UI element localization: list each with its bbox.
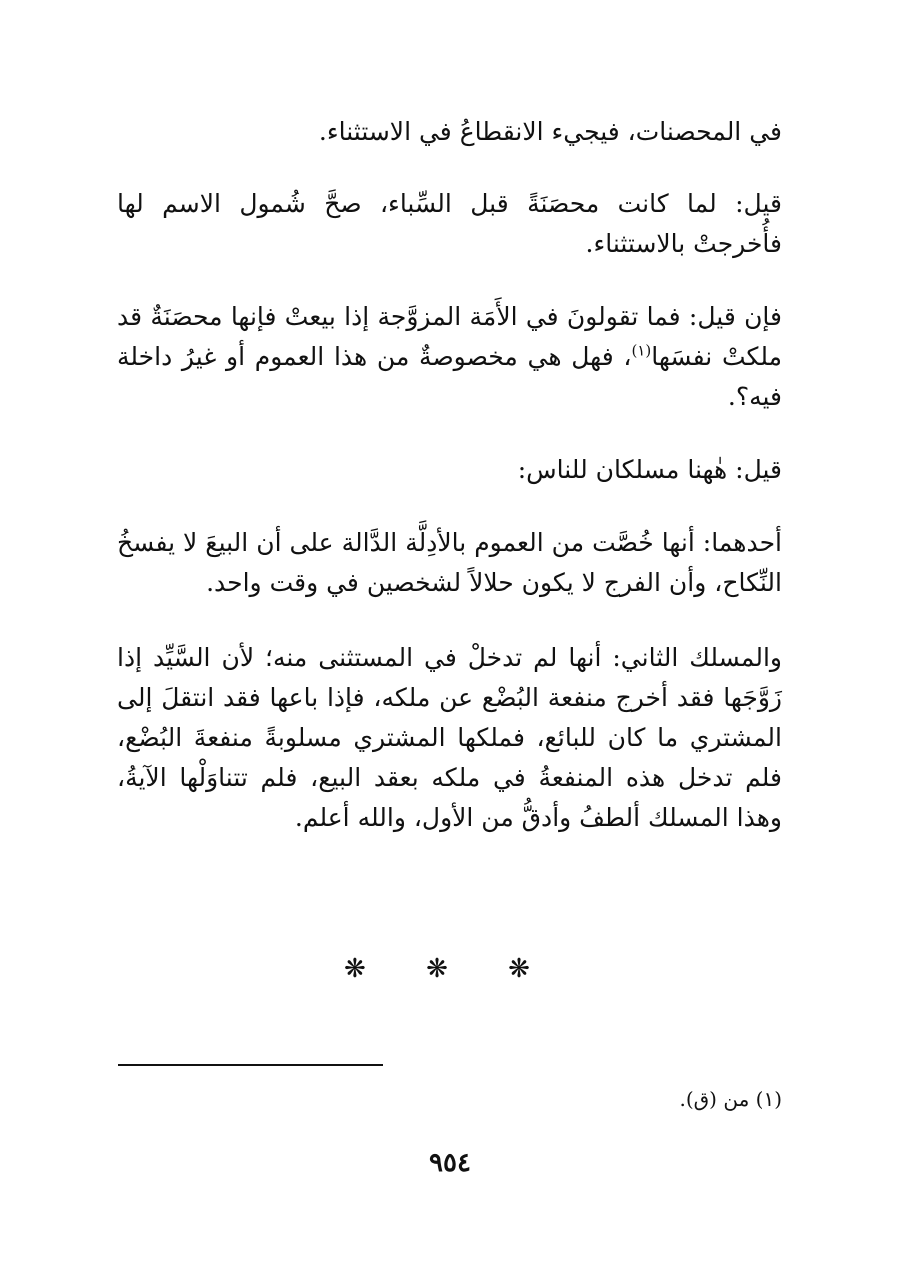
paragraph-3 <box>117 297 782 417</box>
section-separator: ❋ ❋ ❋ <box>344 954 556 984</box>
footnote-reference: (١) <box>631 341 652 360</box>
paragraph-3-text-end: ، فهل هي مخصوصةٌ من هذا العموم أو غيرُ داخلة فيه؟. <box>117 342 782 411</box>
paragraph-3-text-start: فإن قيل: فما تقولونَ في الأَمَة المزوَّجة إذا بيعتْ فإنها محصَنَةٌ قد ملكتْ نفسَها <box>117 302 782 371</box>
footnote: (١) من (ق). <box>679 1087 782 1111</box>
paragraph-5: أحدهما: أنها خُصَّت من العموم بالأدِلَّة الدَّالة على أن البيعَ لا يفسخُ النِّكاح، وأن الفرج لا يكون حلالاً لشخصين في وقت واحد. <box>117 528 782 597</box>
page-number: ٩٥٤ <box>429 1148 471 1178</box>
paragraph-1: في المحصنات، فيجيء الانقطاعُ في الاستثناء. <box>318 117 782 146</box>
paragraph-2: قيل: لما كانت محصَنَةً قبل السِّباء، صحَّ شُمول الاسم لها فأُخرجتْ بالاستثناء. <box>117 189 782 258</box>
paragraph-4: قيل: هٰهنا مسلكان للناس: <box>517 455 782 484</box>
paragraph-6: والمسلك الثاني: أنها لم تدخلْ في المستثنى منه؛ لأن السَّيِّد إذا زَوَّجَها فقد أخرج منفعة البُضْع عن ملكه، فإذا باعها فقد انتقلَ إلى المشتري ما كان للبائع، فملكها المشتري مسلوبةً منفعةَ البُضْع، فلم تدخل هذه المنفعةُ في ملكه بعقد البيع، فلم تتناوَلْها الآيةُ، وهذا المسلك ألطفُ وأدقُّ من الأول، والله أعلم. <box>117 643 782 832</box>
footnote-divider <box>118 1064 383 1066</box>
